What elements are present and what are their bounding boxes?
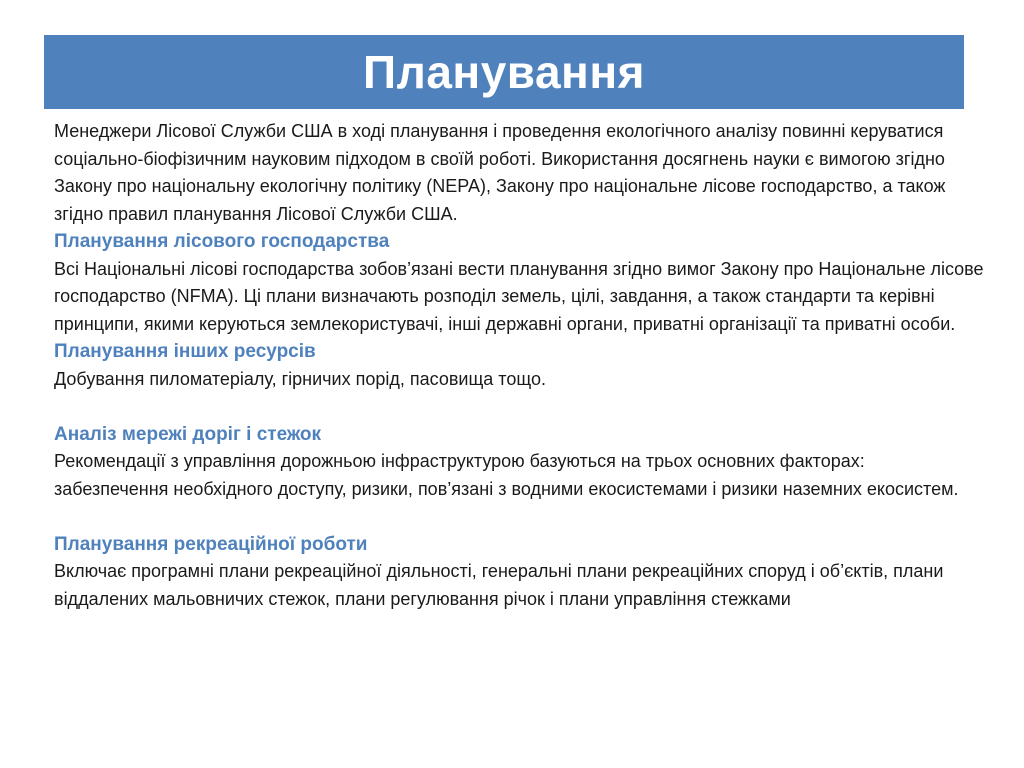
title-bar xyxy=(44,35,964,109)
section-heading-other-resources: Планування інших ресурсів xyxy=(54,341,316,362)
section-body-road-analysis: Рекомендації з управління дорожньою інфраструктурою базуються на трьох основних факторах: забезпечення необхідного доступу, ризики, пов’язані з водними екосистемами і ризики наземних екосистем. xyxy=(54,451,959,499)
spacer xyxy=(54,503,984,531)
intro-paragraph: Менеджери Лісової Служби США в ході планування і проведення екологічного аналізу повинні керуватися соціально-біофізичним науковим підходом в своїй роботі. Використання досягнень науки є вимогою згідно Закону про національну екологічну політику (NEPA), Закону про національне лісове господарство, а також згідно правил планування Лісової Служби США. xyxy=(54,121,946,224)
section-body-other-resources: Добування пиломатеріалу, гірничих порід, пасовища тощо. xyxy=(54,368,546,389)
section-body-recreation-planning: Включає програмні плани рекреаційної діяльності, генеральні плани рекреаційних споруд і об’єктів, плани віддалених мальовничих стежок, плани регулювання річок і плани управління стежками xyxy=(54,561,944,609)
section-heading-recreation-planning: Планування рекреаційної роботи xyxy=(54,533,368,555)
slide-content xyxy=(54,118,984,613)
slide-title: Планування xyxy=(363,46,645,98)
section-heading-road-analysis: Аналіз мережі доріг і стежок xyxy=(54,423,322,445)
spacer xyxy=(54,393,984,421)
section-heading-forest-planning: Планування лісового господарства xyxy=(54,231,390,252)
section-body-forest-planning: Всі Національні лісові господарства зобов’язані вести планування згідно вимог Закону про Національне лісове господарство (NFMA). Ці плани визначають розподіл земель, цілі, завдання, а також стандарти та керівні принципи, якими керуються землекористувачі, інші державні органи, приватні організації та приватні особи. xyxy=(54,258,984,334)
